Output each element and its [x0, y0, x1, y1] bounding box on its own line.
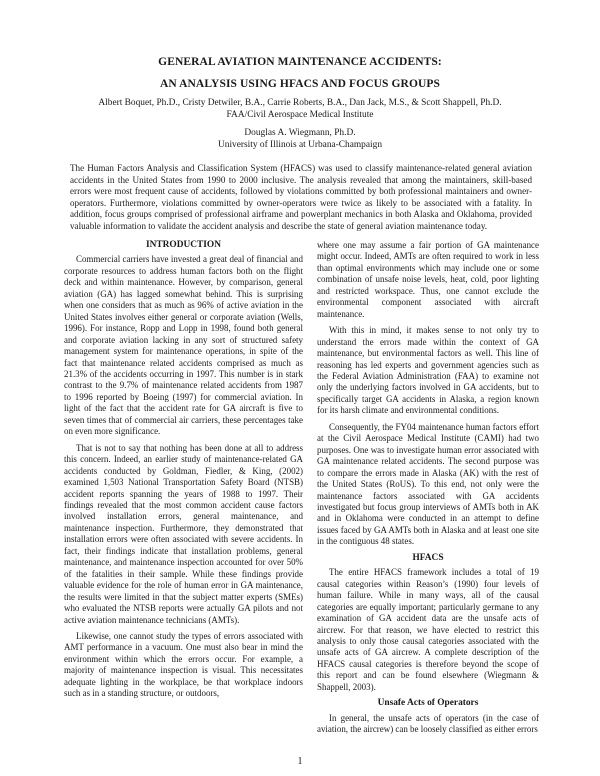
paragraph: The entire HFACS framework includes a total of 19 causal categories within Reason’s (1990) four levels of human failure. While in many ways, all of the causal categories are equally important; particularly germane to any examination of GA accident data are the unsafe acts of aircrew. For that reason, we have elected to restrict this analysis to only those causal categories associated with the unsafe acts of GA aircrew. A complete description of the HFACS causal categories is therefore beyond the scope of this report and can be found elsewhere (Wiegmann & Shappell, 2003).: [317, 567, 539, 692]
abstract: The Human Factors Analysis and Classification System (HFACS) was used to classify maintenance-related general aviation accidents in the United States from 1990 to 2000 inclusive. The analysis revealed that among the maintainers, skill-based errors were most frequent cause of accidents, followed by violations committed by both professional maintainers and owner-operators. Furthermore, violations committed by owner-operators were twice as likely to be associated with a fatality. In addition, focus groups comprised of professional airframe and powerplant mechanics in both Alaska and Oklahoma, provided valuable information to validate the accident analysis and describe the state of general aviation maintenance today.: [70, 163, 532, 231]
left-column: [64, 240, 303, 705]
affiliation-1: FAA/Civil Aerospace Medical Institute: [226, 110, 374, 120]
section-heading-introduction: INTRODUCTION: [145, 240, 221, 250]
paper-title-line-2: AN ANALYSIS USING HFACS AND FOCUS GROUPS: [159, 78, 441, 90]
paragraph: Likewise, one cannot study the types of errors associated with AMT performance in a vacuum. One must also bear in mind the environment within which the errors occur. For example, a majority of maintenance inspection is visual. This necessitates adequate lighting in the workplace, be that workplace indoors such as in a standing structure, or outdoors,: [64, 630, 303, 699]
paragraph: Consequently, the FY04 maintenance human factors effort at the Civil Aerospace Medical Institute (CAMI) had two purposes. One was to investigate human error associated with GA maintenance related accidents. The second purpose was to compare the errors made in Alaska (AK) with the rest of the United States (RoUS). To this end, not only were the maintenance factors associated with GA accidents investigated but focus group interviews of AMTs both in AK and in Oklahoma were conducted in an attempt to define issues faced by GA AMTs both in Alaska and at least one site in the contiguous 48 states.: [317, 421, 539, 547]
affiliation-2: University of Illinois at Urbana-Champaign: [217, 140, 383, 150]
paragraph: In general, the unsafe acts of operators (in the case of aviation, the aircrew) can be loosely classified as either errors: [317, 712, 539, 735]
subsection-heading-unsafe-acts: Unsafe Acts of Operators: [377, 698, 479, 709]
page-number: 1: [297, 756, 303, 767]
paragraph: Commercial carriers have invested a great deal of financial and corporate resources to address human factors both on the flight deck and within maintenance. However, by comparison, general aviation (GA) has lagged somewhat behind. This is surprising when one considers that as much as 96% of active aviation in the United States involves either general or corporate aviation (Wells, 1996). For instance, Ropp and Lopp in 1998, found both general and corporate aviation lacking in any sort of structured safety management system for maintenance operations, in spite of the fact that maintenance related accidents comprised as much as 21.3% of the accidents occurring in 1997. This number is in stark contrast to the 9.7% of maintenance related accidents from 1987 to 1996 reported by Boeing (1997) for commercial aviation. In light of the fact that the accident rate for GA aircraft is five to seven times that of commercial air carriers, these percentages take on even more significance.: [64, 254, 303, 437]
right-column: [317, 240, 539, 741]
authors-line-2: Douglas A. Wiegmann, Ph.D.: [244, 128, 356, 138]
paragraph: That is not to say that nothing has been done at all to address this concern. Indeed, an earlier study of maintenance-related GA accidents conducted by Goldman, Fiedler, & King, (2002) examined 1,503 National Transportation Safety Board (NTSB) accident reports spanning the years of 1988 to 1997. Their findings revealed that the most common accident cause factors involved installation errors, general maintenance, and maintenance inspection. Furthermore, they demonstrated that installation errors were often associated with severe accidents. In fact, their findings indicate that installation problems, general maintenance, and maintenance inspection accounted for over 50% of the fatalities in their sample. While these findings provide valuable evidence for the role of human error in GA maintenance, the results were limited in that the subject matter experts (SMEs) who evaluated the NTSB reports were actually GA pilots and not active aviation maintenance technicians (AMTs).: [64, 442, 303, 625]
authors-line-1: Albert Boquet, Ph.D., Cristy Detwiler, B.A., Carrie Roberts, B.A., Dan Jack, M.S., & Scott Shappell, Ph.D.: [98, 98, 502, 108]
paragraph: where one may assume a fair portion of GA maintenance might occur. Indeed, AMTs are often required to work in less than optimal environments which may include one or some combination of unsafe noise levels, heat, cold, poor lighting and restricted workspace. Thus, one cannot exclude the environmental component associated with aircraft maintenance.: [317, 240, 539, 319]
paragraph: With this in mind, it makes sense to not only try to understand the errors made within the context of GA maintenance, but environmental factors as well. This line of reasoning has led experts and government agencies such as the Federal Aviation Administration (FAA) to examine not only the underlying factors involved in GA accidents, but to specifically target GA accidents in Alaska, a region known for its harsh climate and environmental conditions.: [317, 325, 539, 416]
paper-title-line-1: GENERAL AVIATION MAINTENANCE ACCIDENTS:: [158, 56, 442, 68]
section-heading-hfacs: HFACS: [412, 552, 444, 563]
